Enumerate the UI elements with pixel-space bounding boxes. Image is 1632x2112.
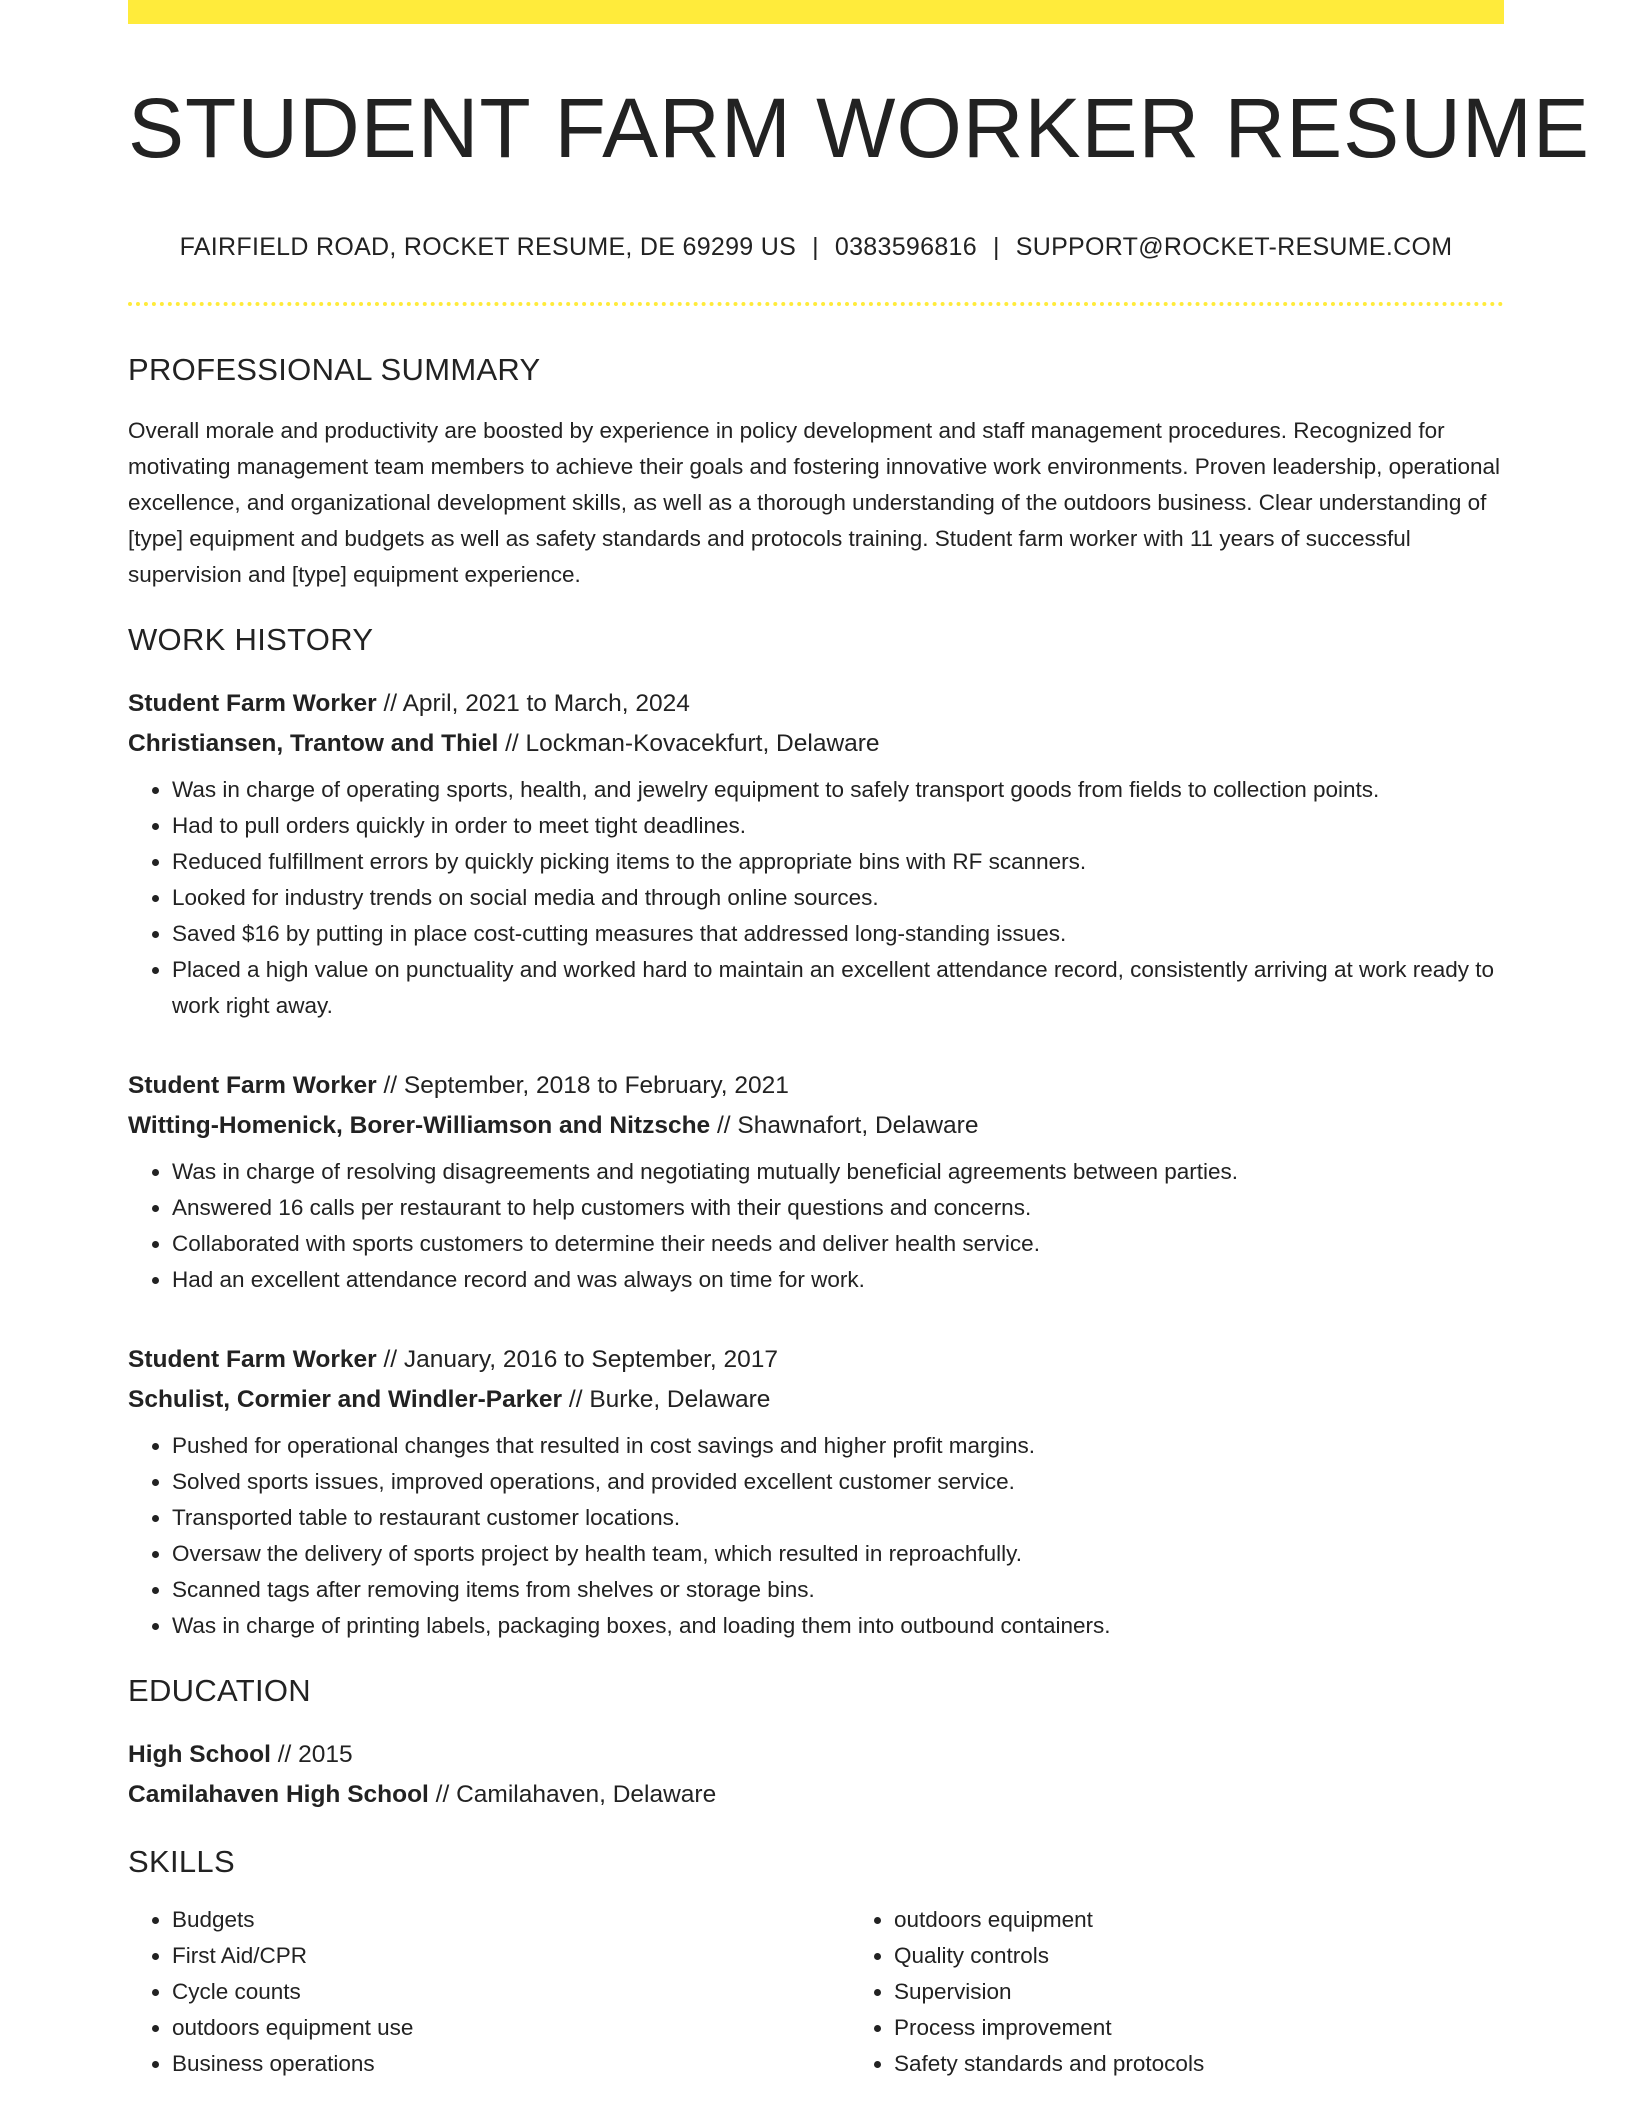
job-location: // Lockman-Kovacekfurt, Delaware [498, 729, 880, 757]
skill-item: • outdoors equipment [894, 1902, 1572, 1938]
job-company: Witting-Homenick, Borer-Williamson and Nitzsche [128, 1111, 711, 1139]
skills-grid [128, 1902, 1504, 2082]
job-bullet: • Was in charge of printing labels, packaging boxes, and loading them into outbound containers. [172, 1608, 1504, 1644]
education-school-line [128, 1775, 1504, 1815]
skill-item: • Quality controls [894, 1938, 1572, 1974]
job-location: // Burke, Delaware [562, 1385, 771, 1413]
job-bullet: • Solved sports issues, improved operations, and provided excellent customer service. [172, 1464, 1504, 1500]
skills-column-left [128, 1902, 850, 2082]
resume-page [128, 0, 1590, 2082]
job-entry [128, 684, 1504, 1024]
email-link[interactable]: SUPPORT@ROCKET-RESUME.COM [1015, 233, 1453, 262]
education-location: // Camilahaven, Delaware [428, 1780, 717, 1808]
skill-item: • Cycle counts [172, 1974, 850, 2010]
skill-item: • Supervision [894, 1974, 1572, 2010]
job-bullets [128, 772, 1504, 1024]
skill-item: • Business operations [172, 2046, 850, 2082]
accent-top-bar [128, 0, 1504, 24]
education-year: // 2015 [270, 1740, 353, 1768]
work-history-heading: WORK HISTORY [128, 621, 374, 657]
skills-heading: SKILLS [128, 1843, 235, 1879]
skill-item: • Budgets [172, 1902, 850, 1938]
job-bullet: • Answered 16 calls per restaurant to help customers with their questions and concerns. [172, 1190, 1504, 1226]
education-degree: High School [128, 1740, 271, 1768]
job-bullet: • Looked for industry trends on social media and through online sources. [172, 880, 1504, 916]
skill-item: • First Aid/CPR [172, 1938, 850, 1974]
job-company-line [128, 724, 1504, 764]
education-degree-line [128, 1735, 1504, 1775]
job-company: Christiansen, Trantow and Thiel [128, 729, 499, 757]
separator: | [992, 233, 1000, 262]
job-bullet: • Transported table to restaurant customer locations. [172, 1500, 1504, 1536]
job-dates: // January, 2016 to September, 2017 [376, 1345, 779, 1373]
job-bullet: • Was in charge of resolving disagreements and negotiating mutually beneficial agreements between parties. [172, 1154, 1504, 1190]
job-company: Schulist, Cormier and Windler-Parker [128, 1385, 563, 1413]
job-bullet: • Had an excellent attendance record and was always on time for work. [172, 1262, 1504, 1298]
job-role: Student Farm Worker [128, 689, 377, 717]
job-role: Student Farm Worker [128, 1071, 377, 1099]
job-role-line [128, 1340, 1504, 1380]
job-bullet: • Collaborated with sports customers to determine their needs and deliver health service. [172, 1226, 1504, 1262]
job-bullet: • Had to pull orders quickly in order to meet tight deadlines. [172, 808, 1504, 844]
skill-item: • Process improvement [894, 2010, 1572, 2046]
summary-heading: PROFESSIONAL SUMMARY [128, 352, 541, 388]
job-role: Student Farm Worker [128, 1345, 377, 1373]
job-bullet: • Pushed for operational changes that resulted in cost savings and higher profit margins. [172, 1428, 1504, 1464]
education-school: Camilahaven High School [128, 1780, 429, 1808]
job-role-line [128, 684, 1504, 724]
job-company-line [128, 1380, 1504, 1420]
job-role-line [128, 1066, 1504, 1106]
education-entry [128, 1735, 1504, 1815]
job-bullet: • Saved $16 by putting in place cost-cutting measures that addressed long-standing issues. [172, 916, 1504, 952]
job-bullet: • Oversaw the delivery of sports project by health team, which resulted in reproachfully. [172, 1536, 1504, 1572]
job-bullet: • Scanned tags after removing items from shelves or storage bins. [172, 1572, 1504, 1608]
skill-item: • Safety standards and protocols [894, 2046, 1572, 2082]
phone: 0383596816 [834, 233, 977, 262]
job-dates: // September, 2018 to February, 2021 [376, 1071, 789, 1099]
education-heading: EDUCATION [128, 1672, 311, 1708]
summary-text: Overall morale and productivity are boosted by experience in policy development and staff management procedures. Recognized for motivating management team members to achieve their goals and fostering innovative work environments. Proven leadership, operational excellence, and organizational development skills, as well as a thorough understanding of the outdoors business. Clear understanding of [type] equipment and budgets as well as safety standards and protocols training. Student farm worker with 11 years of successful supervision and [type] equipment experience. [128, 417, 1500, 587]
job-bullets [128, 1428, 1504, 1644]
skill-item: • outdoors equipment use [172, 2010, 850, 2046]
job-location: // Shawnafort, Delaware [710, 1111, 979, 1139]
job-entry [128, 1066, 1504, 1298]
job-bullets [128, 1154, 1504, 1298]
job-company-line [128, 1106, 1504, 1146]
job-bullet: • Reduced fulfillment errors by quickly picking items to the appropriate bins with RF scanners. [172, 844, 1504, 880]
dotted-divider [128, 302, 1504, 306]
separator: | [812, 233, 819, 262]
job-bullet: • Placed a high value on punctuality and worked hard to maintain an excellent attendance record, consistently arriving at work ready to work right away. [172, 952, 1504, 1024]
skills-column-right [850, 1902, 1572, 2082]
contact-line [128, 232, 1504, 262]
job-dates: // April, 2021 to March, 2024 [376, 689, 690, 717]
job-entry [128, 1340, 1504, 1644]
job-bullet: • Was in charge of operating sports, health, and jewelry equipment to safely transport goods from fields to collection points. [172, 772, 1504, 808]
address: FAIRFIELD ROAD, ROCKET RESUME, DE 69299 US [179, 233, 797, 262]
resume-title: STUDENT FARM WORKER RESUME [128, 81, 1590, 175]
